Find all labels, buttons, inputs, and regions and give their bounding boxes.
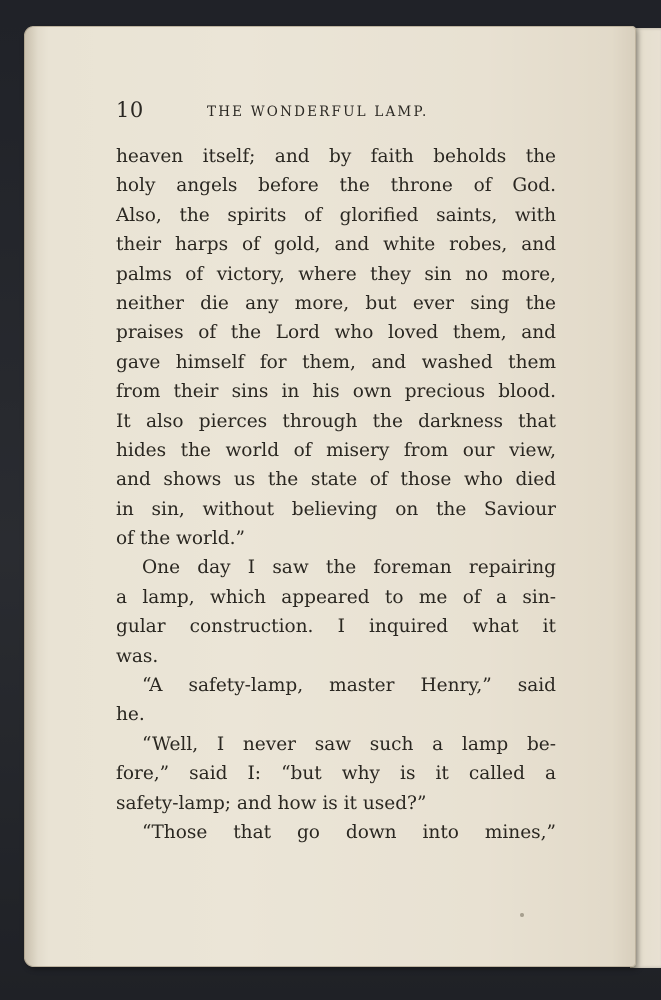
text-line: a lamp, which appeared to me of a sin- <box>116 586 556 608</box>
text-line: in sin, without believing on the Saviour <box>116 498 556 520</box>
text-line: gave himself for them, and washed them <box>116 351 556 373</box>
text-line: Also, the spirits of glorified saints, with <box>116 204 556 226</box>
text-line: safety-lamp; and how is it used?” <box>116 792 427 814</box>
facing-page-edge <box>632 28 661 968</box>
text-line: hides the world of misery from our view, <box>116 439 556 461</box>
body-text <box>116 142 556 847</box>
text-line: palms of victory, where they sin no more, <box>116 263 556 285</box>
text-line: and shows us the state of those who died <box>116 469 556 491</box>
page-header <box>116 98 556 128</box>
text-line: “A safety-lamp, master Henry,” said <box>142 675 556 697</box>
text-line: neither die any more, but ever sing the <box>116 292 556 314</box>
text-line: their harps of gold, and white robes, and <box>116 234 556 256</box>
running-title: THE WONDERFUL LAMP. <box>207 104 429 120</box>
text-line: was. <box>116 645 159 667</box>
text-line: gular construction. I inquired what it <box>116 616 556 638</box>
text-line: heaven itself; and by faith beholds the <box>116 146 556 167</box>
text-line: It also pierces through the darkness that <box>116 410 556 432</box>
text-line: praises of the Lord who loved them, and <box>116 322 556 344</box>
text-line: “Well, I never saw such a lamp be- <box>142 733 556 755</box>
page-number: 10 <box>116 98 144 122</box>
text-line: fore,” said I: “but why is it called a <box>116 763 556 785</box>
text-line: “Those that go down into mines,” <box>142 821 556 843</box>
text-line: of the world.” <box>116 528 245 550</box>
text-line: from their sins in his own precious blood. <box>116 381 556 403</box>
text-line: One day I saw the foreman repairing <box>142 557 556 579</box>
text-line: holy angels before the throne of God. <box>116 175 556 197</box>
text-line: he. <box>116 704 145 726</box>
paper-speck <box>520 913 524 917</box>
